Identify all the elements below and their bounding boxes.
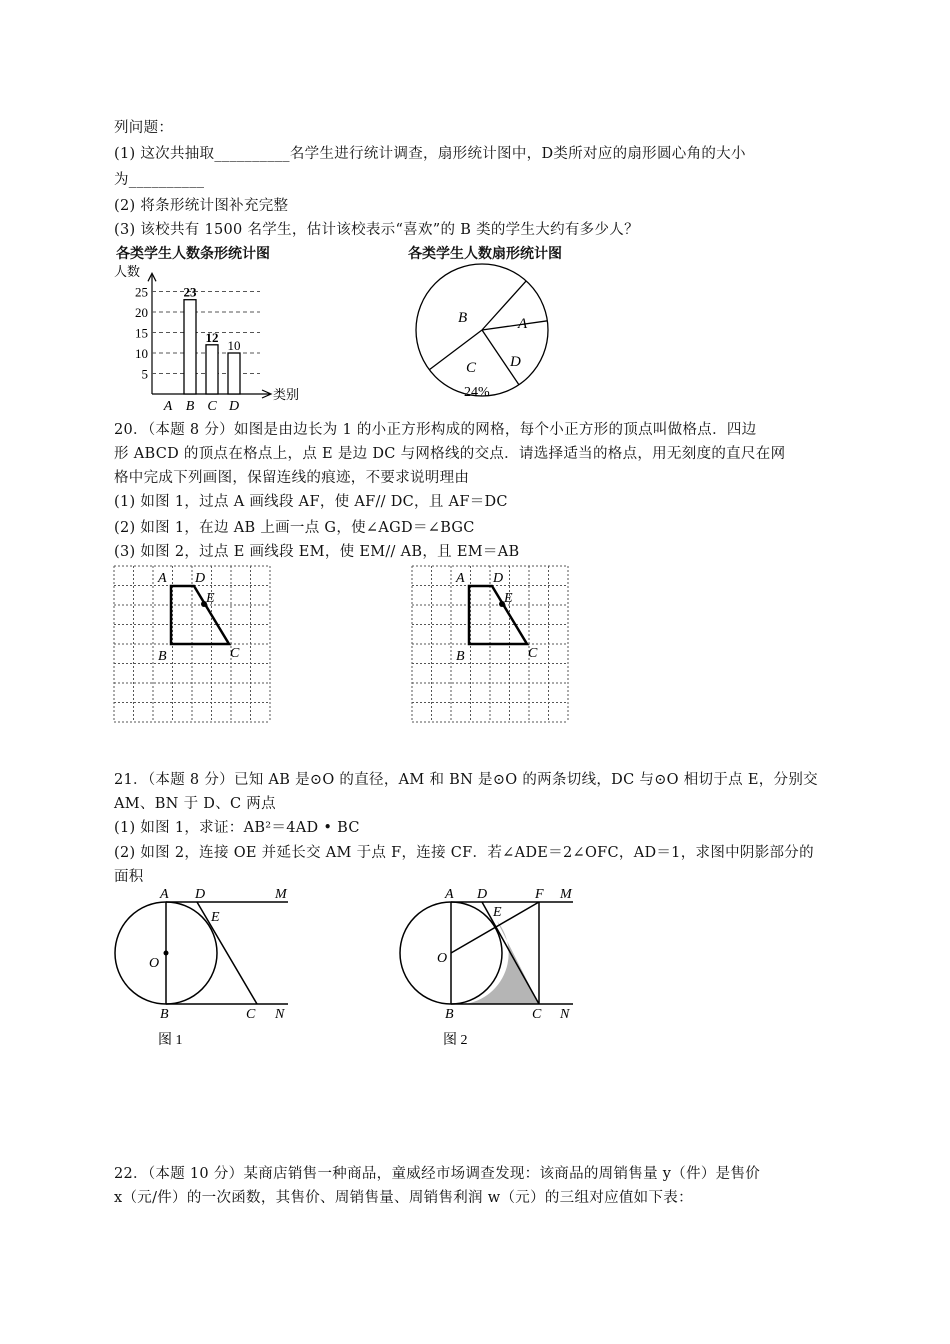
label-a: A	[445, 887, 454, 902]
pie-chart-title: 各类学生人数扇形统计图	[408, 246, 562, 262]
label-o: O	[437, 951, 448, 966]
pie-label-b: B	[458, 310, 468, 326]
circle-figure-2	[395, 884, 615, 1054]
bar-value-label: 12	[205, 329, 219, 345]
y-tick-label: 25	[135, 284, 148, 300]
label-b: B	[158, 649, 167, 664]
pie-label-d: D	[510, 354, 521, 370]
label-d: D	[195, 571, 206, 586]
q22-line-2: x（元/件）的一次函数，其售价、周销售量、周销售利润 w（元）的三组对应值如下表：	[114, 1190, 693, 1206]
x-tick-label: B	[185, 399, 195, 414]
label-c: C	[532, 1007, 542, 1022]
label-c: C	[230, 646, 240, 661]
x-axis-label: 类别	[273, 387, 300, 402]
q19-line-1: 列问题：	[114, 120, 174, 136]
grid-figure-1	[112, 564, 272, 724]
label-n: N	[275, 1007, 285, 1022]
pie-label-a: A	[518, 316, 528, 332]
q21-line-1: 21．（本题 8 分）已知 AB 是⊙O 的直径，AM 和 BN 是⊙O 的两条切线，DC 与⊙O 相切于点 E，分别交	[114, 772, 818, 788]
label-b: B	[160, 1007, 169, 1022]
q20-line-5: (2) 如图 1，在边 AB 上画一点 G，使∠AGD＝∠BGC	[114, 520, 475, 536]
quadrilateral-abcd	[171, 586, 229, 644]
x-tick-label: D	[228, 399, 240, 414]
label-d: D	[493, 571, 504, 586]
q19-line-4: (2) 将条形统计图补充完整	[114, 198, 289, 214]
bar-d	[228, 353, 240, 394]
label-m: M	[275, 887, 287, 902]
label-e: E	[206, 591, 215, 606]
circle-figure-1	[110, 884, 330, 1054]
grid-figure-2	[410, 564, 570, 724]
quadrilateral-abcd	[469, 586, 527, 644]
q21-line-5: 面积	[114, 869, 144, 885]
bar-value-label: 10	[227, 338, 241, 353]
q22-line-1: 22．（本题 10 分）某商店销售一种商品，童威经市场调查发现：该商品的周销售量 y（件）是售价	[114, 1166, 761, 1182]
label-c: C	[528, 646, 538, 661]
q20-line-6: (3) 如图 2，过点 E 画线段 EM，使 EM// AB，且 EM＝AB	[114, 544, 520, 560]
y-tick-label: 10	[135, 346, 148, 361]
pie-chart	[412, 262, 562, 402]
label-c: C	[246, 1007, 256, 1022]
label-e: E	[504, 591, 513, 606]
label-o: O	[149, 956, 160, 971]
center-o	[164, 951, 169, 956]
q21-line-2: AM、BN 于 D、C 两点	[114, 796, 276, 812]
tangent-dc	[197, 902, 257, 1004]
figure-1-caption: 图 1	[158, 1033, 183, 1048]
label-a: A	[158, 571, 167, 586]
pie-label-c: C	[466, 360, 477, 376]
x-tick-label: A	[163, 399, 173, 414]
y-tick-label: 5	[141, 366, 148, 382]
q20-line-1: 20．（本题 8 分）如图是由边长为 1 的小正方形构成的网格，每个小正方形的顶点叫做格点．四边	[114, 422, 757, 438]
bar-c	[206, 345, 218, 394]
q19-line-5: (3) 该校共有 1500 名学生，估计该校表示“喜欢”的 B 类的学生大约有多少人？	[114, 222, 639, 238]
y-axis-label: 人数	[114, 264, 141, 279]
shaded-region	[451, 921, 539, 1004]
label-e: E	[211, 910, 220, 925]
label-d: D	[195, 887, 206, 902]
bar-b	[184, 300, 196, 394]
label-f: F	[535, 887, 544, 902]
label-d: D	[477, 887, 488, 902]
label-n: N	[560, 1007, 570, 1022]
figure-2-caption: 图 2	[443, 1033, 468, 1048]
bar-value-label: 23	[183, 284, 197, 300]
q21-line-4: (2) 如图 2，连接 OE 并延长交 AM 于点 F，连接 CF．若∠ADE＝2∠OFC，AD＝1，求图中阴影部分的	[114, 845, 814, 861]
pie-slice-boundary	[482, 321, 547, 330]
q20-line-3: 格中完成下列画图，保留连线的痕迹，不要求说明理由	[114, 470, 470, 486]
q19-line-2: (1) 这次共抽取__________名学生进行统计调查，扇形统计图中，D类所对应的扇形圆心角的大小	[114, 146, 746, 162]
label-e: E	[493, 905, 502, 920]
label-b: B	[456, 649, 465, 664]
q19-line-3: 为__________	[114, 172, 205, 188]
bar-chart	[110, 262, 340, 414]
label-b: B	[445, 1007, 454, 1022]
pie-percent-label: 24%	[464, 385, 490, 400]
bar-chart-title: 各类学生人数条形统计图	[116, 246, 270, 262]
q21-line-3: (1) 如图 1，求证：AB²＝4AD • BC	[114, 820, 360, 836]
y-tick-label: 15	[135, 325, 148, 341]
q20-line-2: 形 ABCD 的顶点在格点上，点 E 是边 DC 与网格线的交点．请选择适当的格点，用无刻度的直尺在网	[114, 446, 786, 462]
q20-line-4: (1) 如图 1，过点 A 画线段 AF，使 AF// DC，且 AF＝DC	[114, 494, 508, 510]
label-m: M	[560, 887, 572, 902]
x-tick-label: C	[207, 399, 217, 414]
y-tick-label: 20	[135, 305, 148, 320]
label-a: A	[456, 571, 465, 586]
label-a: A	[160, 887, 169, 902]
